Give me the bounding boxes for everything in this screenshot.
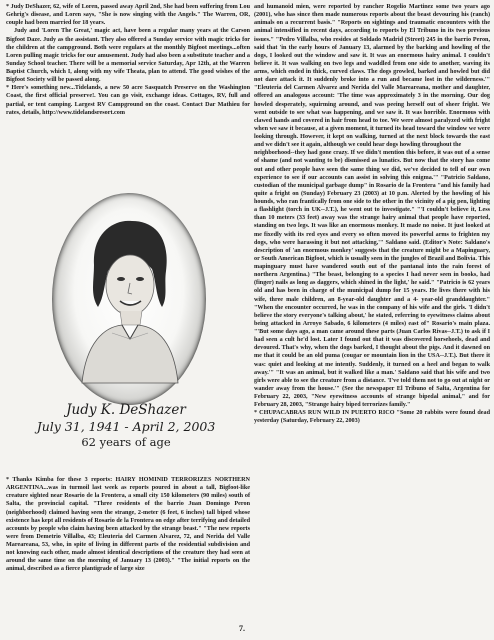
memorial-name: Judy K. DeShazer — [66, 402, 186, 418]
bio-paragraph: Judy and 'Loren The Great,' magic act, have been a regular many years at the Carson Bigfoot Daze. Judy as the assistant. They also offered a Sunday service with magic tricks for the children at the campground. Both were regulars at the monthly Bigfoot meetings...often Loren pulling magic tricks for our amusement. Judy had also been a substitute teacher and a Sunday School teacher. There will be a memorial service Saturday, Apr 12th, at the Warren Baptist Church, which I, along with my wife Theata, plan to attend. The good wishes of the Bigfoot Society will be passed along. — [6, 28, 250, 84]
memorial-portrait — [52, 193, 206, 405]
memorial-caption — [6, 402, 246, 450]
saldano-report-paragraph: neighborhood--they had gone crazy. If we didn't mention this before, it was out of a sense of shame (and not wanting to be) dismissed as lunatics. But now that the story has come out and other people have seen the same thing we did, we've decided to tell of our own experience to see if our accounts can assist in solving this enigma.'" "Patricio Saldano, custodian of the municipal garbage dump" in Rosario de la Frontera "and his family had quite a fright on (Sunday) February 23 (2003) at 10 p.m. Alerted by the howling of his hounds, who ran frantically from one side to the other in the vicinity of a pig pen, lighting a flashlight (torch in UK--J.T.), he went out to investigate." "'I couldn't believe it, Less than 10 meters (33 feet) away was the strange hairy animal that people have reported, standing on two legs. It was like an enormous monkey. It made no noise. It just looked at me fixedly with its red eyes and every so often moved its powerful arms to frighten my dogs, who were harassing it but not attacking,'" Saldano said. (Editor's Note: Saldano's description of 'an enormous monkey' suggests that the creature might be a Mapinguary, or South American Bigfoot, which is usually seen in the jungles of Brazil and Bolivia. This mapinguary must have wandered south out of the pantanal into the rain forest of northern Argentina.) "The beast, belonging to a species I had never seen in books, had (finger) nails as long as daggers, which shined in the light,' he said." "Patricio is 62 years old and has been in charge of the municipal dump for 15 years. He lives there with his wife, three male children, an 8-year-old daughter and a 4- year-old granddaughter." "When the encounter occurred, he was in the company of his wife and the girls. 'I didn't believe the story everyone's talking about,' he stated, referring to eyewitness claims about being attacked in Arroyo Sabado, 6 kilometers (4 miles) east of" Rosario's main plaza. "'But some days ago, a man came around these parts (Juan Carlos Rivas--J.T.) to ask if I had seen a cult he'd lost. Later I found out that it was discovered horsehoels, dead and devoured. That's why, when the dogs barked, I thought about the pigs. And it dawned on me that it could be an old puma (cougar or mountain lion in the USA--J.T.). But there it was: quiet and looking at me intently. Suddenly, it turned on a heel and began to walk away.'" "It was an animal, but it walked like a man.' Saldano said that his wife and two girls were able to see the creature from a distance. 'I've told them not to go out at night or wander away from the house.'" (See the newspaper El Tribuno of Salta, Argentina for February 22, 2003, "New eyewitness accounts of strange bipedal animal," and for February 28, 2003, "Strange hairy biped terrorizes family." — [254, 150, 490, 409]
memorial-age: 62 years of age — [81, 435, 171, 449]
memorial-dates: July 31, 1941 - April 2, 2003 — [36, 419, 216, 434]
left-column-bottom — [6, 476, 250, 574]
argentina-report-continued: and humanoid mien, were reported by rancher Rogelio Martinez some two years ago (2001), who has since then made numerous reports about the beast devouring his (ranch) animals on a recurrent basis." "Reports on sightings and traumatic encounters with the animal intensified in recent days, according to reports by El Tribuno in its two previous issues." "Pedro Villalba, who resides at Soldado Madrid (Street) 245 in the barrio Peron, said that 'in the early hours of January 13, alarmed by the barking and howling of the dogs, I looked out the window and saw it. It was an enormous hairy animal. I couldn't believe it. It was walking on two legs and waddled from one side to another, waving its arms, which ended in thick, curved claws. The dogs growled, barked and howled but did not dare attack it. It suddenly broke into a run and became lost in the wilderness.'" "Eleuteria del Carmen Alvarez and Nerida del Valle Mareareana, mother and daughter, offered an analogous account: 'The time was approximately 3 in the morning. Our dog howled desperately, squirming around, and was peeing herself out of sheer fright. We went outside to see what was happening, and we saw it. It was horrible. Enormous with clawed hands and covered in hair from head to toe. We were almost paralyzed with fright when we saw it because, at a given moment, it turned its head toward the window we were looking through. However, it kept on walking, turned at the next block towards the east and we didn't see it again, although we could hear dogs howling throughout the — [254, 4, 490, 149]
kimba-reports-paragraph: * Thanks Kimba for these 3 reports: HAIRY HOMINID TERRORIZES NORTHERN ARGENTINA...was in turmoil last week as reports poured in about a tall, Bigfoot-like creature sighted near Rosario de la Frontera, a small city 150 kilometers (90 miles) south of Salta, the provincial capital. "Three residents of the barrio Juan Domingo Peron (neighborhood) claimed having seen the strange, 2-meter (6 feet, 6 inches) tall biped whose existence has kept all residents of Rosario de la Frontera on edge after terrifying and detailed accounts by people who claim having been attacked by the strange beast." "The new reports were from Demetrio Villalba, 43; Eleuteria del Carmen Alvarez, 72, and Nerida del Valle Mareareana, 53, who, in spite of living in different parts of the residential subdivision and not knowing each other, made almost identical descriptions of the creature they had seen at around the same time on the morning of January 13 (2003)." "The initial reports on the animal, described as a fierce plantigrade of large size — [6, 477, 250, 573]
obituary-paragraph: * Judy DeShazer, 62, wife of Loren, passed away April 2nd, She had been suffering from Lou Gehrig's disease, and Loren says, "She is now singing with the Angels." The Warren, OR, couple had been married for 18 years. — [6, 4, 250, 27]
chupacabras-paragraph: * CHUPACABRAS RUN WILD IN PUERTO RICO "Some 20 rabbits were found dead yesterday (Saturday, February 22, 2003) — [254, 410, 490, 425]
right-column — [254, 3, 490, 426]
left-column — [6, 3, 250, 117]
portrait-illustration — [52, 193, 206, 405]
tidelands-paragraph: * Here's something new...Tidelands, a new 50 acre Sasquatch Preserve on the Washington Coast, the first official preserve!. You can go visit, exchange ideas. Cottages, RV, full and partial, or tent camping. Largest RV Campground on the coast. Contact Dar Mathieu for rates, details, http://www.tidelandsresort.com — [6, 85, 250, 116]
page-number: 7. — [239, 624, 245, 633]
